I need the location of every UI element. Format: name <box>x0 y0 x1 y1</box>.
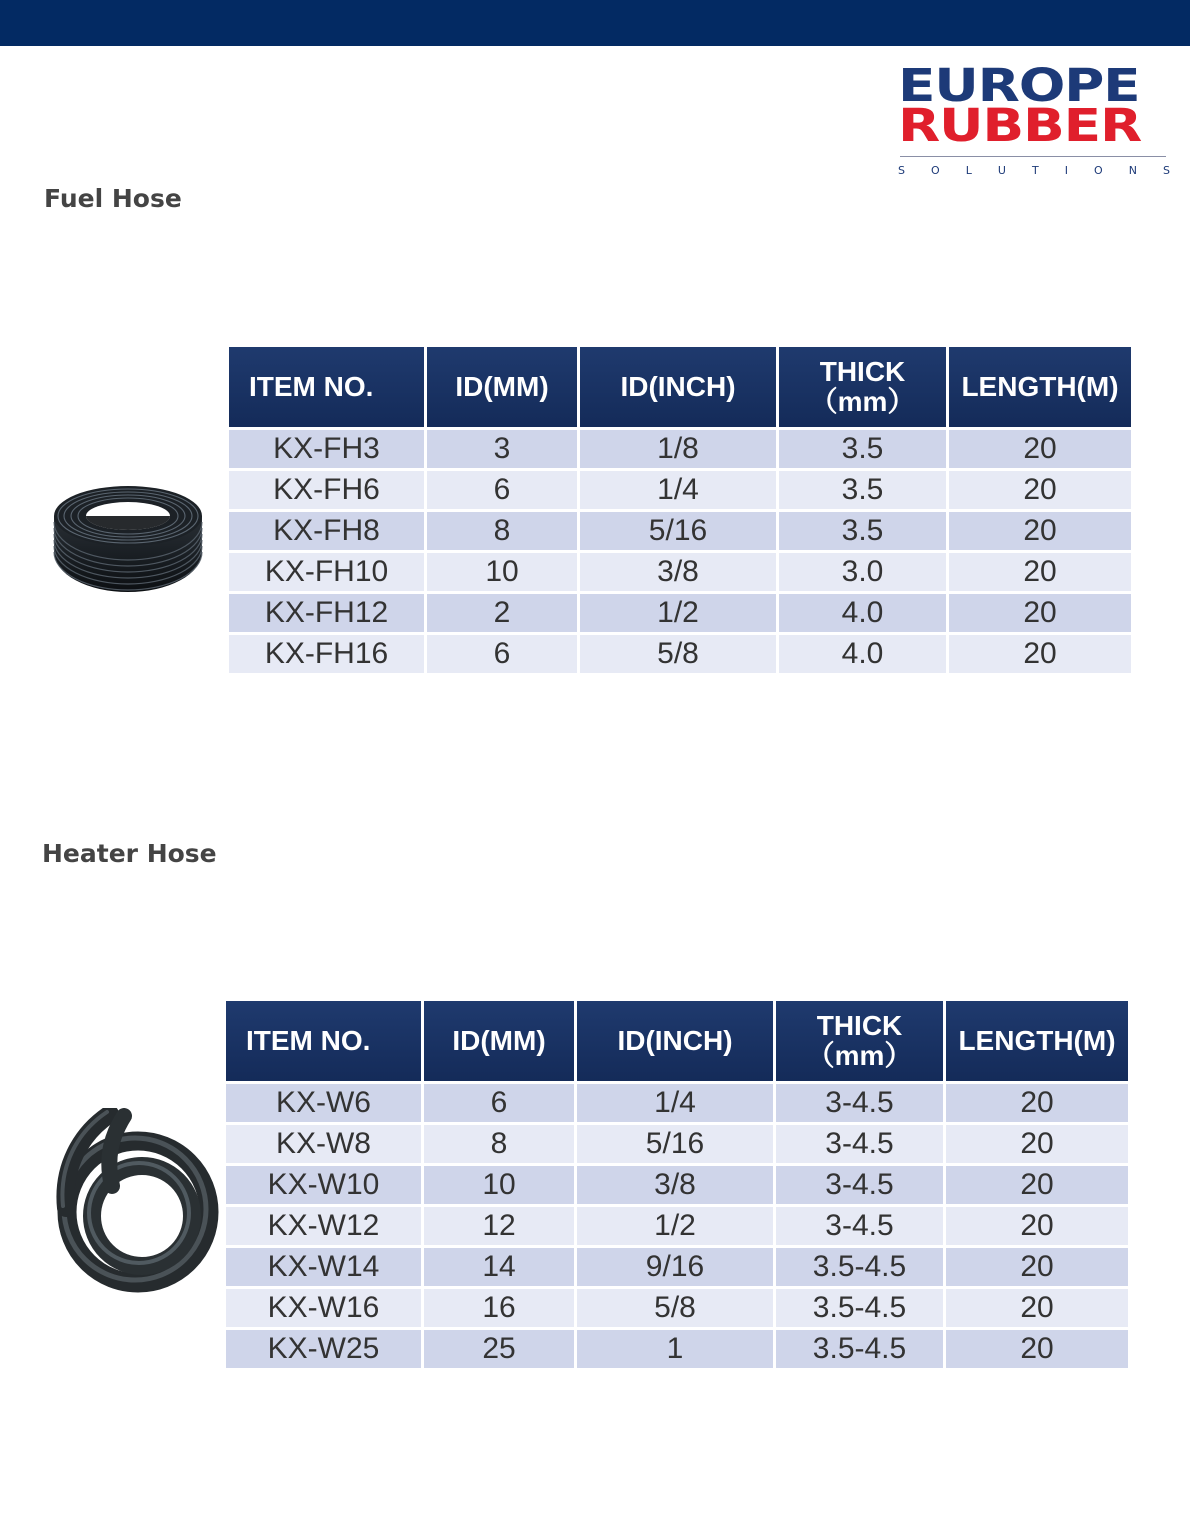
col-header-length: LENGTH(M) <box>946 1001 1128 1081</box>
table-row <box>226 1125 1128 1163</box>
thick-label: THICK <box>819 356 906 387</box>
cell-id-inch: 9/16 <box>577 1248 773 1286</box>
table-row <box>229 512 1131 550</box>
cell-id-mm: 16 <box>424 1289 574 1327</box>
cell-id-inch: 5/8 <box>580 635 776 673</box>
cell-length: 20 <box>949 553 1131 591</box>
cell-item-no: KX-W16 <box>226 1289 421 1327</box>
cell-id-mm: 2 <box>427 594 577 632</box>
cell-id-mm: 10 <box>424 1166 574 1204</box>
logo-word-europe: EUROPE <box>898 59 1140 112</box>
cell-id-inch: 3/8 <box>580 553 776 591</box>
logo-tagline-letter: I <box>1064 164 1068 177</box>
logo-tagline <box>898 164 1170 177</box>
cell-thick: 3.5-4.5 <box>776 1248 943 1286</box>
cell-length: 20 <box>946 1207 1128 1245</box>
cell-length: 20 <box>949 430 1131 468</box>
cell-id-inch: 1 <box>577 1330 773 1368</box>
logo-tagline-letter: T <box>1031 164 1039 177</box>
table-row <box>226 1207 1128 1245</box>
cell-length: 20 <box>946 1248 1128 1286</box>
cell-length: 20 <box>946 1084 1128 1122</box>
fuel-hose-title: Fuel Hose <box>44 184 182 213</box>
cell-id-inch: 1/2 <box>577 1207 773 1245</box>
cell-item-no: KX-W25 <box>226 1330 421 1368</box>
col-header-thick <box>776 1001 943 1081</box>
cell-id-inch: 3/8 <box>577 1166 773 1204</box>
logo-divider <box>900 156 1166 157</box>
cell-thick: 3.5-4.5 <box>776 1289 943 1327</box>
cell-thick: 3-4.5 <box>776 1084 943 1122</box>
cell-item-no: KX-W14 <box>226 1248 421 1286</box>
cell-id-mm: 8 <box>424 1125 574 1163</box>
thick-unit: （mm） <box>806 1040 913 1071</box>
cell-id-mm: 14 <box>424 1248 574 1286</box>
cell-thick: 4.0 <box>779 594 946 632</box>
col-header-item-no: ITEM NO. <box>229 347 424 427</box>
cell-length: 20 <box>946 1166 1128 1204</box>
logo-tagline-letter: N <box>1128 164 1137 177</box>
cell-thick: 3.0 <box>779 553 946 591</box>
table-header-row <box>229 347 1131 427</box>
cell-id-mm: 6 <box>427 471 577 509</box>
cell-length: 20 <box>949 594 1131 632</box>
cell-id-mm: 6 <box>427 635 577 673</box>
heater-hose-spec-table <box>223 998 1131 1371</box>
cell-thick: 3-4.5 <box>776 1166 943 1204</box>
company-logo <box>898 59 1170 178</box>
cell-length: 20 <box>949 512 1131 550</box>
cell-item-no: KX-FH16 <box>229 635 424 673</box>
cell-item-no: KX-FH12 <box>229 594 424 632</box>
cell-item-no: KX-FH6 <box>229 471 424 509</box>
cell-thick: 3.5 <box>779 512 946 550</box>
logo-tagline-letter: S <box>898 164 905 177</box>
cell-thick: 3.5 <box>779 471 946 509</box>
cell-item-no: KX-W6 <box>226 1084 421 1122</box>
table-row <box>229 553 1131 591</box>
cell-id-inch: 1/4 <box>580 471 776 509</box>
table-row <box>229 635 1131 673</box>
table-row <box>226 1289 1128 1327</box>
col-header-id-inch: ID(INCH) <box>577 1001 773 1081</box>
cell-id-mm: 3 <box>427 430 577 468</box>
fuel-hose-coil-image <box>48 478 208 596</box>
table-row <box>229 430 1131 468</box>
table-row <box>226 1330 1128 1368</box>
table-row <box>229 471 1131 509</box>
top-header-band <box>0 0 1190 46</box>
cell-item-no: KX-FH10 <box>229 553 424 591</box>
heater-hose-title: Heater Hose <box>42 839 217 868</box>
cell-thick: 3-4.5 <box>776 1125 943 1163</box>
cell-id-mm: 12 <box>424 1207 574 1245</box>
cell-id-mm: 6 <box>424 1084 574 1122</box>
cell-length: 20 <box>946 1330 1128 1368</box>
logo-tagline-letter: O <box>1094 164 1103 177</box>
thick-label: THICK <box>816 1010 903 1041</box>
cell-thick: 3.5-4.5 <box>776 1330 943 1368</box>
col-header-thick <box>779 347 946 427</box>
cell-length: 20 <box>949 471 1131 509</box>
logo-tagline-letter: O <box>931 164 940 177</box>
cell-id-inch: 5/8 <box>577 1289 773 1327</box>
cell-thick: 4.0 <box>779 635 946 673</box>
logo-tagline-letter: L <box>965 164 972 177</box>
cell-thick: 3-4.5 <box>776 1207 943 1245</box>
cell-id-mm: 8 <box>427 512 577 550</box>
cell-id-inch: 5/16 <box>577 1125 773 1163</box>
cell-item-no: KX-W10 <box>226 1166 421 1204</box>
cell-item-no: KX-FH3 <box>229 430 424 468</box>
cell-item-no: KX-W8 <box>226 1125 421 1163</box>
logo-tagline-letter: U <box>997 164 1006 177</box>
cell-thick: 3.5 <box>779 430 946 468</box>
fuel-hose-spec-table <box>226 344 1134 676</box>
cell-length: 20 <box>946 1289 1128 1327</box>
col-header-id-mm: ID(MM) <box>424 1001 574 1081</box>
cell-id-mm: 10 <box>427 553 577 591</box>
cell-length: 20 <box>946 1125 1128 1163</box>
table-row <box>226 1166 1128 1204</box>
table-row <box>226 1248 1128 1286</box>
cell-id-mm: 25 <box>424 1330 574 1368</box>
heater-hose-coil-image <box>50 1108 225 1303</box>
cell-id-inch: 5/16 <box>580 512 776 550</box>
col-header-length: LENGTH(M) <box>949 347 1131 427</box>
cell-id-inch: 1/4 <box>577 1084 773 1122</box>
col-header-item-no: ITEM NO. <box>226 1001 421 1081</box>
table-row <box>226 1084 1128 1122</box>
logo-tagline-letter: S <box>1163 164 1170 177</box>
col-header-id-mm: ID(MM) <box>427 347 577 427</box>
table-header-row <box>226 1001 1128 1081</box>
cell-item-no: KX-FH8 <box>229 512 424 550</box>
cell-id-inch: 1/8 <box>580 430 776 468</box>
cell-id-inch: 1/2 <box>580 594 776 632</box>
thick-unit: （mm） <box>809 386 916 417</box>
logo-word-rubber: RUBBER <box>898 99 1142 152</box>
cell-length: 20 <box>949 635 1131 673</box>
table-row <box>229 594 1131 632</box>
cell-item-no: KX-W12 <box>226 1207 421 1245</box>
col-header-id-inch: ID(INCH) <box>580 347 776 427</box>
